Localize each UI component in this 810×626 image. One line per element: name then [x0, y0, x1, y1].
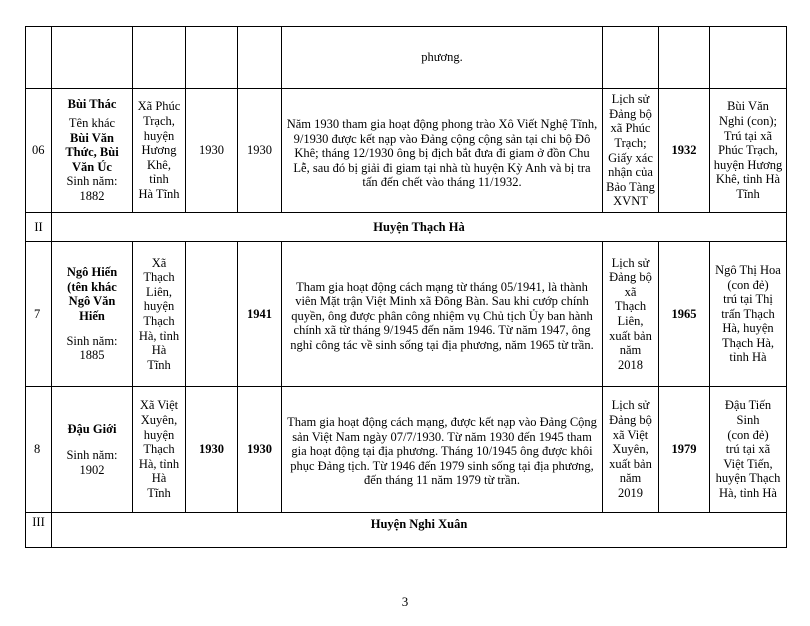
party-year-cell: 1941 — [238, 242, 282, 387]
source-line: Lịch sử — [611, 398, 650, 413]
address-line: Hà Tĩnh — [138, 186, 180, 201]
section-row — [26, 513, 787, 548]
address-line: Khê, tỉnh — [147, 157, 171, 187]
person-name: Bùi Thác — [67, 97, 117, 112]
address-line: Tĩnh — [147, 485, 171, 500]
relative-line: Bùi Văn — [727, 99, 769, 114]
relative-line: Nghi (con); — [719, 114, 777, 129]
description-cell: Năm 1930 tham gia hoạt động phong trào Xô Viết Nghệ Tĩnh, 9/1930 được kết nạp vào Đảng cộng cộng sản tại chi bộ Đô Khê; tháng 12/1930 ông bị địch bắt đưa đi giam ở đồn Chu Lễ, sau đó bị giải đi giam tại nhà tù huyện Kỳ Anh và bị tra tấn đến chết vào tháng 11/1932. — [282, 89, 603, 213]
death-year-cell: 1932 — [659, 89, 710, 213]
source-cell — [603, 89, 659, 213]
address-cell — [133, 27, 186, 89]
alias-line: (tên khác — [67, 279, 117, 294]
relative-line: Thạch Hà, — [721, 335, 775, 350]
birth-year: 1882 — [79, 188, 105, 203]
person-name: Ngô Hiến — [66, 265, 118, 280]
source-line: Xuyên, — [612, 442, 649, 457]
address-line: Xã — [151, 255, 167, 270]
table-row — [26, 89, 787, 213]
source-line: Đảng bộ — [609, 270, 652, 285]
address-line: Tĩnh — [147, 357, 171, 372]
join-year-cell: 1930 — [186, 89, 238, 213]
join-year-cell — [186, 242, 238, 387]
relative-line: Hà, tỉnh Hà — [719, 485, 777, 500]
source-line: Thạch — [614, 299, 647, 314]
address-line: huyện — [143, 299, 175, 314]
name-cell — [52, 242, 133, 387]
source-line: xuất bản — [609, 456, 652, 471]
relative-line: huyện Hương — [713, 157, 783, 172]
relative-line: Phúc Trạch, — [718, 143, 778, 158]
section-title: Huyện Nghi Xuân — [52, 513, 787, 548]
party-year-cell: 1930 — [238, 89, 282, 213]
address-cell — [133, 89, 186, 213]
address-line: Hà, tỉnh — [138, 456, 180, 471]
address-line: Thạch — [143, 270, 175, 285]
source-line: 2019 — [618, 485, 643, 500]
table-row — [26, 27, 787, 89]
section-row — [26, 213, 787, 242]
section-title: Huyện Thạch Hà — [52, 213, 787, 242]
relative-line: trú tại Thị — [723, 292, 773, 307]
relative-line: trấn Thạch — [721, 306, 775, 321]
name-cell — [52, 387, 133, 513]
address-line: Hà — [151, 471, 167, 486]
relative-line: trú tại xã — [725, 442, 771, 457]
stt-cell: 8 — [26, 387, 52, 513]
table-row — [26, 242, 787, 387]
death-year-cell: 1979 — [659, 387, 710, 513]
person-name: Đậu Giới — [67, 421, 117, 436]
relative-line: Trú tại xã — [723, 128, 773, 143]
death-year-cell: 1965 — [659, 242, 710, 387]
address-line: Thạch — [143, 442, 175, 457]
address-line: Trạch, — [143, 114, 175, 129]
source-cell — [603, 387, 659, 513]
relative-line: Tĩnh — [736, 186, 760, 201]
source-line: Đảng bộ — [609, 413, 652, 428]
join-year-cell: 1930 — [186, 387, 238, 513]
join-year-cell — [186, 27, 238, 89]
source-line: XVNT — [613, 194, 648, 209]
death-year-cell — [659, 27, 710, 89]
alias-line: Hiến — [79, 309, 105, 323]
relative-cell — [710, 387, 787, 513]
section-number: II — [26, 213, 52, 242]
relative-cell — [710, 89, 787, 213]
party-year-cell — [238, 27, 282, 89]
birth-year: 1902 — [79, 462, 105, 477]
birth-year: 1885 — [79, 348, 105, 363]
address-cell — [133, 387, 186, 513]
source-line: nhận của — [608, 165, 653, 180]
address-line: Xã Việt — [139, 398, 179, 413]
relative-line: tỉnh Hà — [729, 350, 767, 365]
name-cell — [52, 27, 133, 89]
relative-line: Đậu Tiến — [724, 398, 772, 413]
name-cell — [52, 89, 133, 213]
party-year-cell: 1930 — [238, 387, 282, 513]
birth-label: Sinh năm: — [66, 448, 118, 463]
source-cell — [603, 242, 659, 387]
address-line: Hà — [151, 343, 167, 358]
relative-line: Sinh — [736, 413, 760, 428]
address-line: Thạch — [143, 314, 175, 328]
description-cell: phương. — [282, 27, 603, 89]
relative-line: huyện Thạch — [715, 471, 781, 486]
source-line: năm — [619, 343, 642, 358]
stt-cell: 06 — [26, 89, 52, 213]
address-line: Hương — [141, 143, 177, 158]
address-line: Liên, — [145, 284, 173, 299]
relative-line: (con đẻ) — [727, 277, 769, 292]
relative-cell — [710, 27, 787, 89]
page-number: 3 — [401, 594, 409, 609]
section-number: III — [26, 513, 52, 548]
source-line: xã Phúc — [610, 121, 651, 136]
description-cell: Tham gia hoạt động cách mạng từ tháng 05/1941, là thành viên Mặt trận Việt Minh xã Đông Bàn. Sau khi cướp chính quyền, ông được phân công nhiệm vụ Chủ tịch Ủy ban hành chính xã từ tháng 9/1945 đến năm 1946. Từ năm 1947, ông nghỉ công tác về sinh sống tại địa phương, năm 1965 từ trần. — [282, 242, 603, 387]
alias-line: Thức, Bùi — [65, 145, 119, 160]
stt-cell — [26, 27, 52, 89]
stt-cell: 7 — [26, 242, 52, 387]
table-row — [26, 387, 787, 513]
source-line: Giấy xác — [608, 150, 653, 165]
source-line: xã — [624, 284, 637, 299]
source-line: Đảng bộ — [609, 106, 652, 121]
source-line: năm — [619, 471, 642, 486]
birth-label: Sinh năm: — [66, 333, 118, 348]
source-line: Trạch; — [614, 135, 647, 150]
relative-line: Việt Tiến, — [723, 456, 773, 471]
source-line: xã Việt — [612, 427, 649, 442]
description-cell: Tham gia hoạt động cách mạng, được kết nạp vào Đảng Cộng sản Việt Nam ngày 07/7/1930. Từ năm 1930 đến 1945 tham gia hoạt động tại địa phương. Tháng 10/1945 ông được khôi phục Đảng tịch. Từ 1946 đến 1979 sinh sống tại địa phương, đến tháng 11 năm 1979 từ trần. — [282, 387, 603, 513]
source-cell — [603, 27, 659, 89]
alias-line: Bùi Văn — [70, 130, 114, 145]
source-line: Lịch sử — [611, 255, 650, 270]
relative-line: (con đẻ) — [727, 427, 769, 442]
relative-line: Hà, huyện — [722, 321, 774, 336]
source-line: 2018 — [618, 357, 643, 372]
relative-line: Khê, tỉnh Hà — [715, 172, 781, 187]
alias-line: Văn Úc — [72, 159, 112, 174]
source-line: Liên, — [617, 314, 644, 328]
spacer — [55, 324, 129, 334]
source-line: xuất bản — [609, 328, 652, 343]
birth-label: Sinh năm: — [66, 174, 118, 189]
alias-line: Ngô Văn — [68, 294, 116, 309]
address-line: Xuyên, — [140, 413, 178, 428]
relative-line: Ngô Thị Hoa — [715, 262, 781, 277]
records-table — [25, 26, 787, 548]
address-cell — [133, 242, 186, 387]
name-line: Tên khác — [68, 116, 116, 131]
address-line: huyện — [143, 128, 175, 143]
relative-cell — [710, 242, 787, 387]
address-line: Xã Phúc — [137, 99, 181, 114]
address-line: Hà, tỉnh — [138, 328, 180, 343]
address-line: huyện — [143, 427, 175, 442]
source-line: Bảo Tàng — [606, 179, 655, 194]
source-line: Lịch sử — [611, 92, 650, 107]
